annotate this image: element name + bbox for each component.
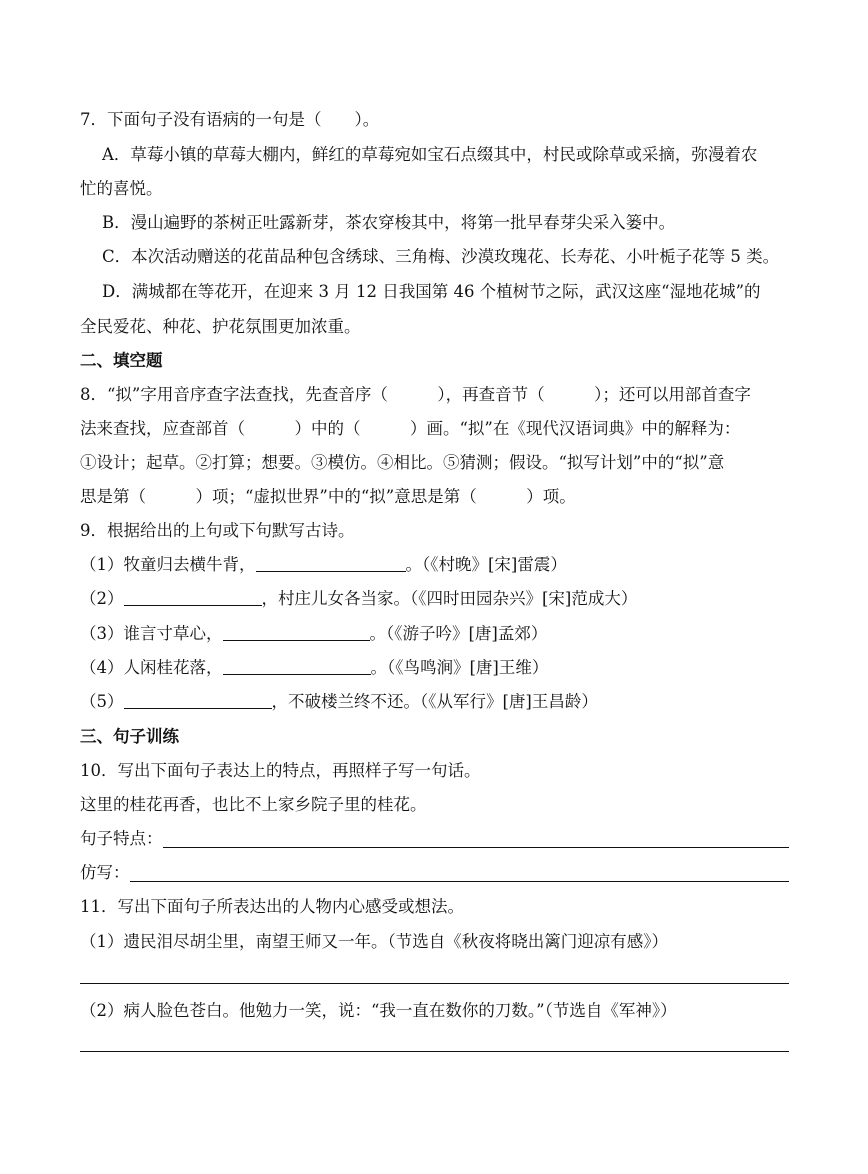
- q7-option-b: B．漫山遍野的茶树正吐露新芽，茶农穿梭其中，将第一批早春芽尖采入篓中。: [102, 213, 676, 232]
- q9-item-2-given: ，村庄儿女各当家。（《四时田园杂兴》[宋]范成大）: [261, 589, 638, 608]
- q7-stem: 7．下面句子没有语病的一句是（ ）。: [80, 110, 380, 129]
- q9-item-3-source: 。（《游子吟》[唐]孟郊）: [369, 624, 548, 643]
- q10-stem: 10．写出下面句子表达上的特点，再照样子写一句话。: [80, 761, 481, 780]
- q9-item-3-blank[interactable]: [223, 624, 370, 641]
- q9-item-3-given: （3）谁言寸草心，: [80, 624, 223, 643]
- q9-item-3: [80, 623, 547, 645]
- q10-imitate-answer-line[interactable]: [130, 881, 789, 882]
- q9-item-1-source: 。（《村晚》[宋]雷震）: [405, 555, 567, 574]
- q9-item-4-given: （4）人闲桂花落，: [80, 658, 223, 677]
- q7-option-c: C．本次活动赠送的花苗品种包含绣球、三角梅、沙漠玫瑰花、长寿花、小叶栀子花等 5 类。: [102, 247, 780, 266]
- q9-item-1: [80, 554, 567, 576]
- q7-option-d-line2: 全民爱花、种花、护花氛围更加浓重。: [80, 317, 361, 336]
- q10-feature-answer-line[interactable]: [163, 847, 789, 848]
- q9-item-5-given: ，不破楼兰终不还。（《从军行》[唐]王昌龄）: [271, 692, 598, 711]
- q9-item-5-blank[interactable]: [124, 692, 272, 709]
- q9-item-1-given: （1）牧童归去横牛背，: [80, 555, 256, 574]
- q11-answer-line-2[interactable]: [80, 1051, 789, 1052]
- q7-option-a-line2: 忙的喜悦。: [80, 179, 163, 198]
- q9-item-4-source: 。（《鸟鸣涧》[唐]王维）: [370, 658, 549, 677]
- q7-option-a-line1: A．草莓小镇的草莓大棚内，鲜红的草莓宛如宝石点缀其中，村民或除草或采摘，弥漫着农: [102, 145, 758, 164]
- q11-sentence-2: （2）病人脸色苍白。他勉力一笑，说：“我一直在数你的刀数。”（节选自《军神》）: [80, 1001, 677, 1020]
- q7-option-d-line1: D．满城都在等花开，在迎来 3 月 12 日我国第 46 个植树节之际，武汉这座“湿地花城”的: [102, 282, 761, 301]
- q9-item-4-blank[interactable]: [223, 658, 371, 675]
- section-2-title: 二、填空题: [80, 351, 163, 370]
- q9-item-5-num: （5）: [80, 692, 124, 711]
- q9-item-4: [80, 657, 548, 679]
- q9-item-2: [80, 588, 637, 610]
- q11-answer-line-1[interactable]: [80, 983, 789, 984]
- q10-imitate-label: 仿写：: [80, 863, 130, 882]
- q9-item-2-num: （2）: [80, 589, 124, 608]
- q8-line4: 思是第（ ）项；“虚拟世界”中的“拟”意思是第（ ）项。: [80, 487, 576, 506]
- q10-feature-label: 句子特点：: [80, 829, 163, 848]
- q11-stem: 11．写出下面句子所表达出的人物内心感受或想法。: [80, 897, 464, 916]
- q8-line3: ①设计；起草。②打算；想要。③模仿。④相比。⑤猜测；假设。“拟写计划”中的“拟”意: [80, 453, 725, 472]
- q9-item-1-blank[interactable]: [256, 555, 406, 572]
- q8-line2: 法来查找，应查部首（ ）中的（ ）画。“拟”在《现代汉语词典》中的解释为：: [80, 419, 741, 438]
- q9-stem: 9．根据给出的上句或下句默写古诗。: [80, 521, 355, 540]
- section-3-title: 三、句子训练: [80, 727, 179, 746]
- q9-item-5: [80, 691, 598, 713]
- q11-sentence-1: （1）遗民泪尽胡尘里，南望王师又一年。（节选自《秋夜将晓出篱门迎凉有感》）: [80, 932, 668, 951]
- q8-line1: 8．“拟”字用音序查字法查找，先查音序（ ），再查音节（ ）；还可以用部首查字: [80, 385, 751, 404]
- q9-item-2-blank[interactable]: [124, 589, 262, 606]
- q10-sample-sentence: 这里的桂花再香，也比不上家乡院子里的桂花。: [80, 795, 427, 814]
